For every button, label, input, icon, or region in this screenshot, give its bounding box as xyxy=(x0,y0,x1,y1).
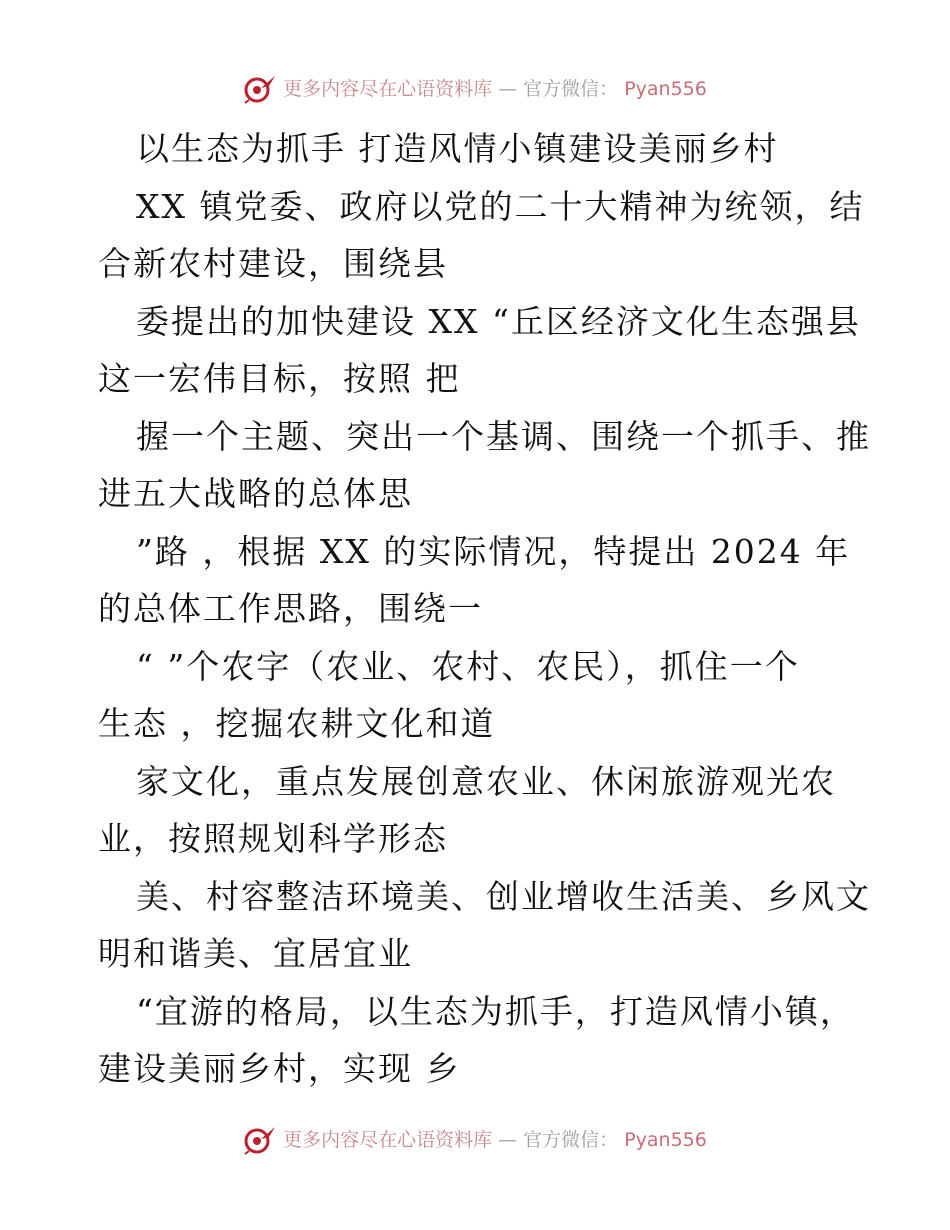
paragraph-line: XX 镇党委、政府以党的二十大精神为统领，结 xyxy=(136,186,865,226)
watermark-text: 更多内容尽在心语资料库 xyxy=(283,78,493,100)
paragraph-line: 明和谐美、宜居宜业 xyxy=(98,934,413,973)
watermark-wechat-label: 官方微信： xyxy=(523,1129,619,1151)
watermark-separator: — xyxy=(498,78,518,100)
watermark-header xyxy=(0,74,950,104)
paragraph-line: 进五大战略的总体思 xyxy=(98,474,413,513)
paragraph-line: 握一个主题、突出一个基调、围绕一个抓手、推 xyxy=(136,416,871,456)
paragraph-line: 业，按照规划科学形态 xyxy=(98,819,448,858)
paragraph-line: 建设美丽乡村，实现 乡 xyxy=(98,1049,461,1088)
paragraph-line: 的总体工作思路，围绕一 xyxy=(98,589,483,628)
paragraph-line: 这一宏伟目标，按照 把 xyxy=(98,359,461,398)
quill-logo-icon xyxy=(243,1125,277,1155)
watermark-wechat-id: Pyan556 xyxy=(624,1129,707,1151)
watermark-footer xyxy=(0,1125,950,1155)
document-title: 以生态为抓手 打造风情小镇建设美丽乡村 xyxy=(136,129,779,168)
paragraph-line: 合新农村建设，围绕县 xyxy=(98,244,448,283)
paragraph-line: 生态 ，挖掘农耕文化和道 xyxy=(98,704,496,743)
watermark-text: 更多内容尽在心语资料库 xyxy=(283,1129,493,1151)
document-body xyxy=(98,120,871,1098)
paragraph-line: ”路 ，根据 XX 的实际情况，特提出 2024 年 xyxy=(136,531,851,571)
quill-logo-icon xyxy=(243,74,277,104)
paragraph-line: “ ”个农字（农业、农村、农民），抓住一个 xyxy=(136,646,800,686)
watermark-separator: — xyxy=(498,1129,518,1151)
paragraph-line: 家文化，重点发展创意农业、休闲旅游观光农 xyxy=(136,761,836,801)
paragraph-line: 委提出的加快建设 XX “丘区经济文化生态强县 xyxy=(136,301,861,341)
watermark-wechat-id: Pyan556 xyxy=(624,78,707,100)
paragraph-line: “宜游的格局，以生态为抓手，打造风情小镇， xyxy=(136,991,855,1031)
paragraph-line: 美、村容整洁环境美、创业增收生活美、乡风文 xyxy=(136,876,871,916)
watermark-wechat-label: 官方微信： xyxy=(523,78,619,100)
